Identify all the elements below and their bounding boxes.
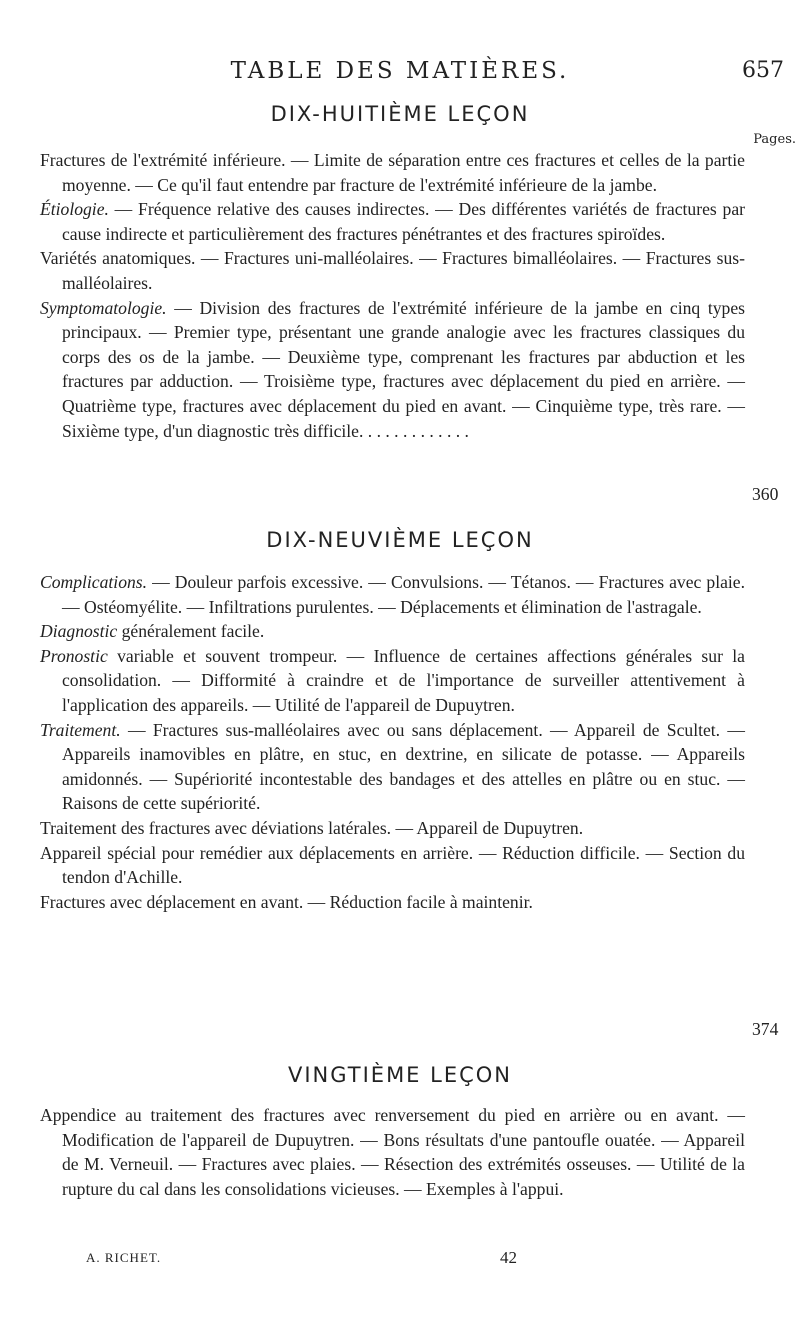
page-ref-374: 374 xyxy=(752,1019,779,1039)
entry-text: Variétés anatomiques. — Fractures uni-malléolaires. — Fractures bimalléolaires. — Fractures sus-malléolaires. xyxy=(40,248,745,293)
entry-paragraph xyxy=(40,296,745,444)
lesson-title-18: DIX-HUITIÈME LEÇON xyxy=(270,102,530,126)
lesson-title-20: VINGTIÈME LEÇON xyxy=(287,1063,512,1087)
lesson-title-19: DIX-NEUVIÈME LEÇON xyxy=(266,528,534,552)
entry-paragraph xyxy=(40,1103,745,1201)
entry-text: — Division des fractures de l'extrémité inférieure de la jambe en cinq types principaux. — Premier type, présentant une grande analogie avec les fractures classiques du corps des os de la jambe. — Deuxième type, comprenant les fractures par abduction et les fractures par adduction. — Troisième type, fractures avec déplacement du pied en arrière. — Quatrième type, fractures avec déplacement du pied en avant. — Cinquième type, très rare. — Sixième type, d'un diagnostic très difficile. . . . . . . . . . . . . xyxy=(62,297,745,441)
lesson-19-body xyxy=(40,570,745,914)
entry-lead: Complications. xyxy=(40,572,148,592)
entry-paragraph xyxy=(40,718,745,816)
author-signature: A. RICHET. xyxy=(86,1250,162,1265)
entry-text: — Douleur parfois excessive. — Convulsions. — Tétanos. — Fractures avec plaie. — Ostéomyélite. — Infiltrations purulentes. — Déplacements et élimination de l'astragale. xyxy=(62,572,745,617)
entry-text: Appendice au traitement des fractures avec renversement du pied en arrière ou en avant. — Modification de l'appareil de Dupuytren. — Bons résultats d'une pantoufle ouatée. — Appareil de M. Verneuil. — Fractures avec plaies. — Résection des extrémités osseuses. — Utilité de la rupture du cal dans les consolidations vicieuses. — Exemples à l'appui. xyxy=(40,1105,745,1199)
running-head xyxy=(0,58,800,88)
entry-paragraph xyxy=(40,197,745,246)
entry-paragraph xyxy=(40,148,745,197)
entry-text: — Fractures sus-malléolaires avec ou sans déplacement. — Appareil de Scultet. — Appareils inamovibles en plâtre, en stuc, en dextrine, en silicate de potasse. — Appareils amidonnés. — Supériorité incontestable des bandages et des attelles en plâtre ou en stuc. — Raisons de cette supériorité. xyxy=(62,719,745,814)
running-title: TABLE DES MATIÈRES. xyxy=(230,58,570,84)
entry-paragraph xyxy=(40,890,745,915)
entry-lead: Pronostic xyxy=(40,645,108,666)
entry-paragraph xyxy=(40,246,745,295)
signature-mark: 42 xyxy=(500,1248,517,1267)
entry-paragraph xyxy=(40,619,745,644)
entry-text: variable et souvent trompeur. — Influence de certaines affections générales sur la consolidation. — Difformité à craindre et de l'importance de surveiller attentivement à l'application des appareils. — Utilité de l'appareil de Dupuytren. xyxy=(62,645,745,715)
lesson-20-body xyxy=(40,1103,745,1201)
entry-text: généralement facile. xyxy=(117,621,265,642)
entry-text: Traitement des fractures avec déviations latérales. — Appareil de Dupuytren. xyxy=(40,817,584,838)
entry-text: Appareil spécial pour remédier aux déplacements en arrière. — Réduction difficile. — Section du tendon d'Achille. xyxy=(40,842,745,888)
entry-lead: Symptomatologie. xyxy=(40,297,167,318)
page-number: 657 xyxy=(742,58,784,83)
entry-paragraph xyxy=(40,841,745,890)
entry-lead: Traitement. xyxy=(40,719,121,740)
entry-lead: Étiologie. xyxy=(40,199,109,220)
lesson-18-body xyxy=(40,148,745,443)
entry-lead: Diagnostic xyxy=(40,621,118,642)
entry-text: Fractures avec déplacement en avant. — Réduction facile à maintenir. xyxy=(40,891,533,912)
entry-paragraph xyxy=(40,816,745,841)
pages-column-label: Pages. xyxy=(753,132,796,147)
entry-paragraph xyxy=(40,570,745,619)
entry-paragraph xyxy=(40,644,745,718)
entry-text: — Fréquence relative des causes indirectes. — Des différentes variétés de fractures par cause indirecte et particulièrement des fractures pénétrantes et des fractures spiroïdes. xyxy=(62,199,745,244)
page-ref-360: 360 xyxy=(752,484,779,504)
entry-text: Fractures de l'extrémité inférieure. — Limite de séparation entre ces fractures et celles de la partie moyenne. — Ce qu'il faut entendre par fracture de l'extrémité inférieure de la jambe. xyxy=(40,150,745,195)
